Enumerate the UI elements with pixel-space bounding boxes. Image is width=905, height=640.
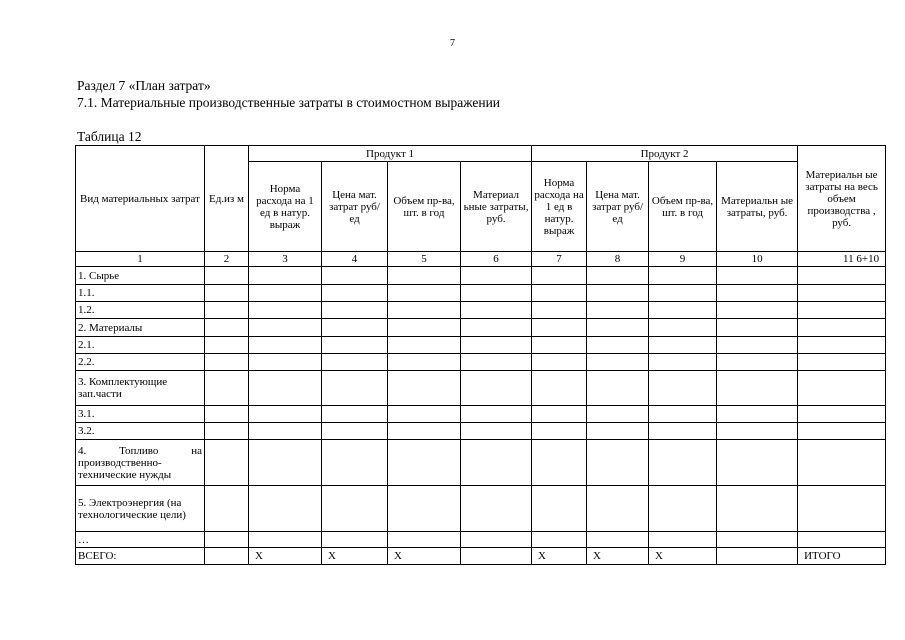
header-p1-price: Цена мат. затрат руб/ед <box>322 162 388 252</box>
table-row <box>76 302 886 319</box>
table-row <box>76 532 886 548</box>
x-mark: Х <box>249 548 322 565</box>
table-row <box>76 285 886 302</box>
x-mark: Х <box>388 548 461 565</box>
x-mark: Х <box>649 548 717 565</box>
column-numbers-row <box>76 252 886 267</box>
table-row <box>76 267 886 285</box>
table-row <box>76 354 886 371</box>
col-num: 9 <box>649 252 717 267</box>
col-num: 6 <box>461 252 532 267</box>
header-total-costs: Материальн ые затраты на весь объем производства , руб. <box>798 146 886 252</box>
header-p1-costs: Материал ьные затраты, руб. <box>461 162 532 252</box>
x-mark: Х <box>322 548 388 565</box>
total-label: ВСЕГО: <box>76 548 205 565</box>
total-result: ИТОГО <box>798 548 886 565</box>
col-num: 10 <box>717 252 798 267</box>
total-row <box>76 548 886 565</box>
page-number: 7 <box>450 38 455 49</box>
header-p1-norm: Норма расхода на 1 ед в натур. выраж <box>249 162 322 252</box>
header-material-type: Вид материальных затрат <box>76 146 205 252</box>
col-num: 4 <box>322 252 388 267</box>
row-label: 1.1. <box>76 285 205 302</box>
row-label: 5. Электроэнергия (на технологические цели) <box>76 486 205 532</box>
col-num: 2 <box>205 252 249 267</box>
table-caption: Таблица 12 <box>77 129 142 144</box>
x-mark: Х <box>532 548 587 565</box>
row-label: 4. Топливо на производственно-технические нужды <box>76 440 205 486</box>
material-costs-table <box>75 145 886 565</box>
row-label: 1. Сырье <box>76 267 205 285</box>
header-p2-volume: Объем пр-ва, шт. в год <box>649 162 717 252</box>
row-label: 3.2. <box>76 423 205 440</box>
table-row <box>76 319 886 337</box>
table-row <box>76 406 886 423</box>
row-label: 2. Материалы <box>76 319 205 337</box>
col-num: 7 <box>532 252 587 267</box>
row-label: 2.1. <box>76 337 205 354</box>
header-p2-costs: Материальн ые затраты, руб. <box>717 162 798 252</box>
header-product-2: Продукт 2 <box>532 146 798 162</box>
col-num: 8 <box>587 252 649 267</box>
row-label: … <box>76 532 205 548</box>
table-row <box>76 486 886 532</box>
row-label: 2.2. <box>76 354 205 371</box>
x-mark: Х <box>587 548 649 565</box>
section-title: Раздел 7 «План затрат» <box>77 78 211 93</box>
table-row <box>76 337 886 354</box>
row-label: 1.2. <box>76 302 205 319</box>
col-num: 3 <box>249 252 322 267</box>
row-label: 3. Комплектующие зап.части <box>76 371 205 406</box>
table-row <box>76 423 886 440</box>
col-num: 1 <box>76 252 205 267</box>
table-row <box>76 371 886 406</box>
header-p1-volume: Объем пр-ва, шт. в год <box>388 162 461 252</box>
header-p2-norm: Норма расхода на 1 ед в натур. выраж <box>532 162 587 252</box>
header-unit: Ед.из м <box>205 146 249 252</box>
subsection-title: 7.1. Материальные производственные затраты в стоимостном выражении <box>77 95 501 110</box>
col-num: 5 <box>388 252 461 267</box>
header-product-1: Продукт 1 <box>249 146 532 162</box>
table-row <box>76 440 886 486</box>
row-label: 3.1. <box>76 406 205 423</box>
header-p2-price: Цена мат. затрат руб/ед <box>587 162 649 252</box>
col-num: 11 6+10 <box>798 252 886 267</box>
